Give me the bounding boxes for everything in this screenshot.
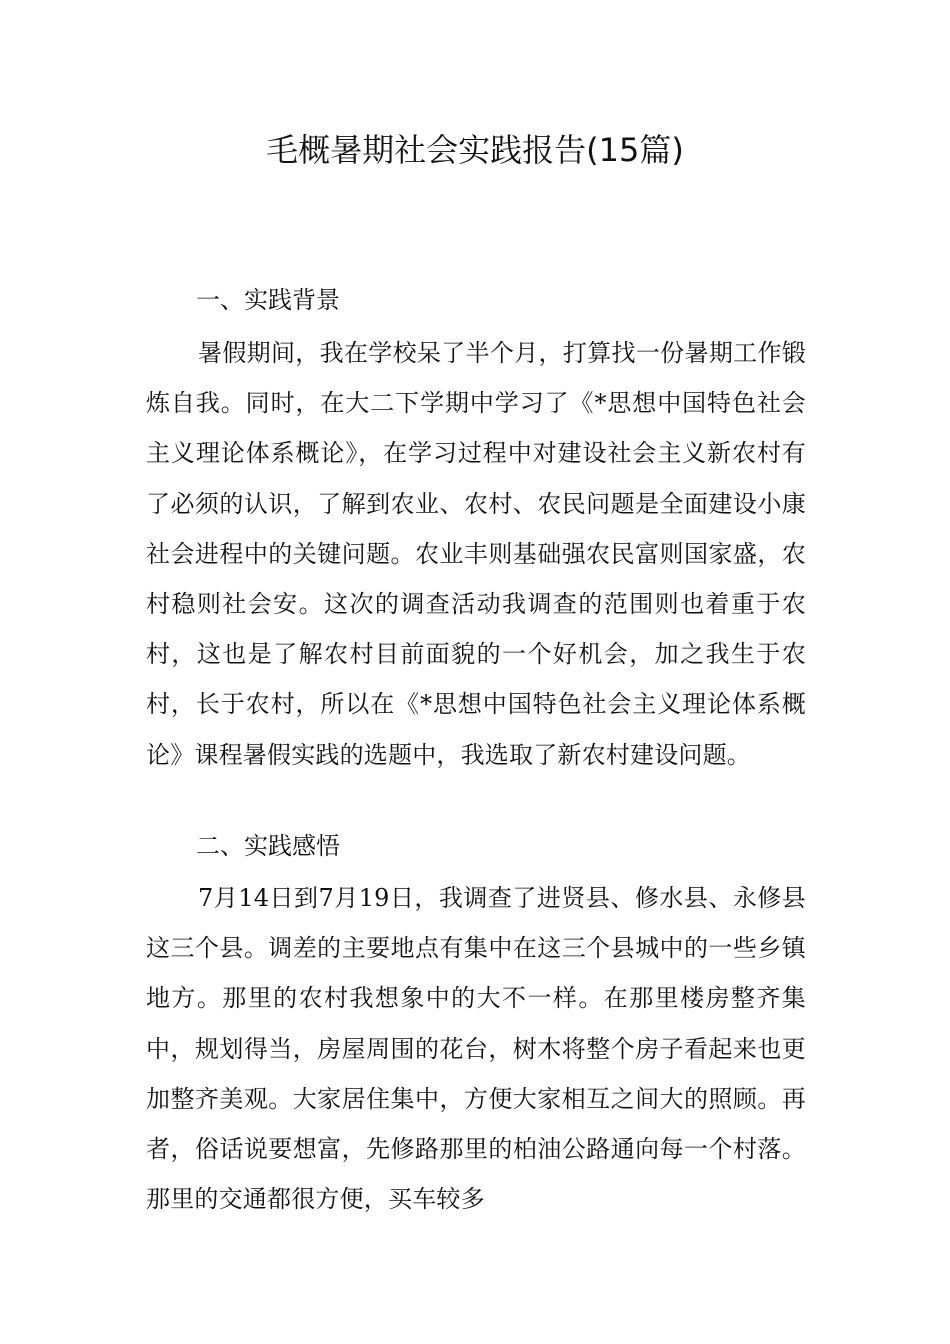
section-body-background <box>146 328 806 780</box>
paragraph: 7月14日到7月19日，我调查了进贤县、修水县、永修县这三个县。调差的主要地点有集中在这三个县城中的一些乡镇地方。那里的农村我想象中的大不一样。在那里楼房整齐集中，规划得当，房屋周围的花台，树木将整个房子看起来也更加整齐美观。大家居住集中，方便大家相互之间大的照顾。再者，俗话说要想富，先修路那里的柏油公路通向每一个村落。那里的交通都很方便，买车较多 <box>146 884 806 1214</box>
section-heading-background: 一、实践背景 <box>196 286 340 314</box>
section-heading-reflection: 二、实践感悟 <box>196 832 340 860</box>
paragraph: 暑假期间，我在学校呆了半个月，打算找一份暑期工作锻炼自我。同时，在大二下学期中学习了《*思想中国特色社会主义理论体系概论》，在学习过程中对建设社会主义新农村有了必须的认识，了解到农业、农村、农民问题是全面建设小康社会进程中的关键问题。农业丰则基础强农民富则国家盛，农村稳则社会安。这次的调查活动我调查的范围则也着重于农村，这也是了解农村目前面貌的一个好机会，加之我生于农村，长于农村，所以在《*思想中国特色社会主义理论体系概论》课程暑假实践的选题中，我选取了新农村建设问题。 <box>146 339 806 769</box>
section-body-reflection <box>146 873 806 1224</box>
document-title: 毛概暑期社会实践报告(15篇) <box>266 131 684 169</box>
